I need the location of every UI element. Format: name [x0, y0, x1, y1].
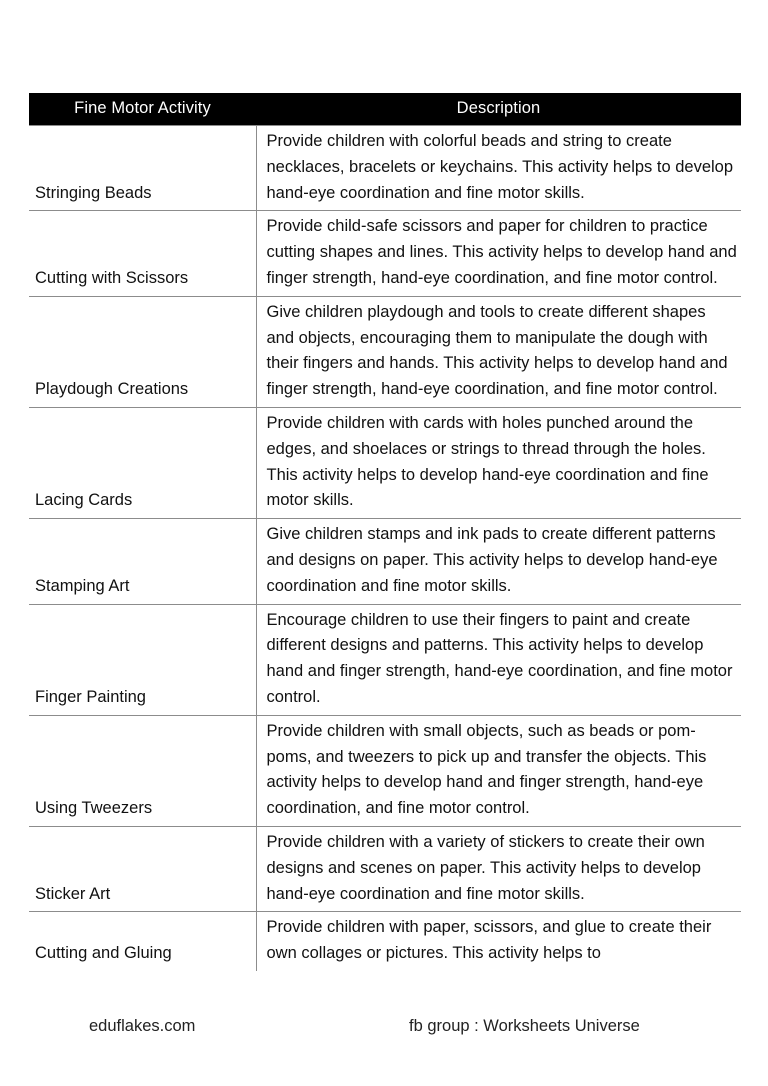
table-row [29, 715, 741, 826]
table-header [29, 93, 741, 126]
table-row [29, 604, 741, 715]
activity-description-cell: Give children stamps and ink pads to create different patterns and designs on paper. This activity helps to develop hand-eye coordination and fine motor skills. [256, 519, 741, 604]
table-row [29, 826, 741, 911]
table-row [29, 211, 741, 296]
fine-motor-activity-table-container [29, 93, 741, 971]
footer-fb-group: fb group : Worksheets Universe [409, 1017, 640, 1035]
table-row [29, 912, 741, 971]
activity-name-cell: Stringing Beads [29, 126, 256, 211]
table-row [29, 126, 741, 211]
table-row [29, 519, 741, 604]
table-row [29, 407, 741, 518]
activity-name-cell: Using Tweezers [29, 715, 256, 826]
activity-description-cell: Provide children with cards with holes punched around the edges, and shoelaces or strings to thread through the holes. This activity helps to develop hand-eye coordination and fine motor skills. [256, 407, 741, 518]
activity-description-cell: Give children playdough and tools to create different shapes and objects, encouraging them to manipulate the dough with their fingers and hands. This activity helps to develop hand and finger strength, hand-eye coordination, and fine motor control. [256, 296, 741, 407]
activity-description-cell: Provide children with a variety of stickers to create their own designs and scenes on paper. This activity helps to develop hand-eye coordination and fine motor skills. [256, 826, 741, 911]
fine-motor-activity-table [29, 93, 741, 971]
table-body [29, 126, 741, 971]
activity-name-cell: Sticker Art [29, 826, 256, 911]
page-footer [29, 1014, 741, 1044]
activity-description-cell: Provide children with colorful beads and string to create necklaces, bracelets or keychains. This activity helps to develop hand-eye coordination and fine motor skills. [256, 126, 741, 211]
activity-description-cell: Provide children with paper, scissors, and glue to create their own collages or pictures. This activity helps to [256, 912, 741, 971]
activity-name-cell: Playdough Creations [29, 296, 256, 407]
activity-name-cell: Stamping Art [29, 519, 256, 604]
column-header-description: Description [256, 93, 741, 126]
table-header-row [29, 93, 741, 126]
activity-description-cell: Encourage children to use their fingers to paint and create different designs and patterns. This activity helps to develop hand and finger strength, hand-eye coordination, and fine motor control. [256, 604, 741, 715]
activity-name-cell: Lacing Cards [29, 407, 256, 518]
activity-name-cell: Cutting with Scissors [29, 211, 256, 296]
activity-description-cell: Provide children with small objects, such as beads or pom-poms, and tweezers to pick up and transfer the objects. This activity helps to develop hand and finger strength, hand-eye coordination, and fine motor control. [256, 715, 741, 826]
footer-website: eduflakes.com [89, 1017, 196, 1035]
activity-description-cell: Provide child-safe scissors and paper for children to practice cutting shapes and lines. This activity helps to develop hand and finger strength, hand-eye coordination, and fine motor control. [256, 211, 741, 296]
column-header-activity: Fine Motor Activity [29, 93, 256, 126]
table-row [29, 296, 741, 407]
activity-name-cell: Cutting and Gluing [29, 912, 256, 971]
activity-name-cell: Finger Painting [29, 604, 256, 715]
